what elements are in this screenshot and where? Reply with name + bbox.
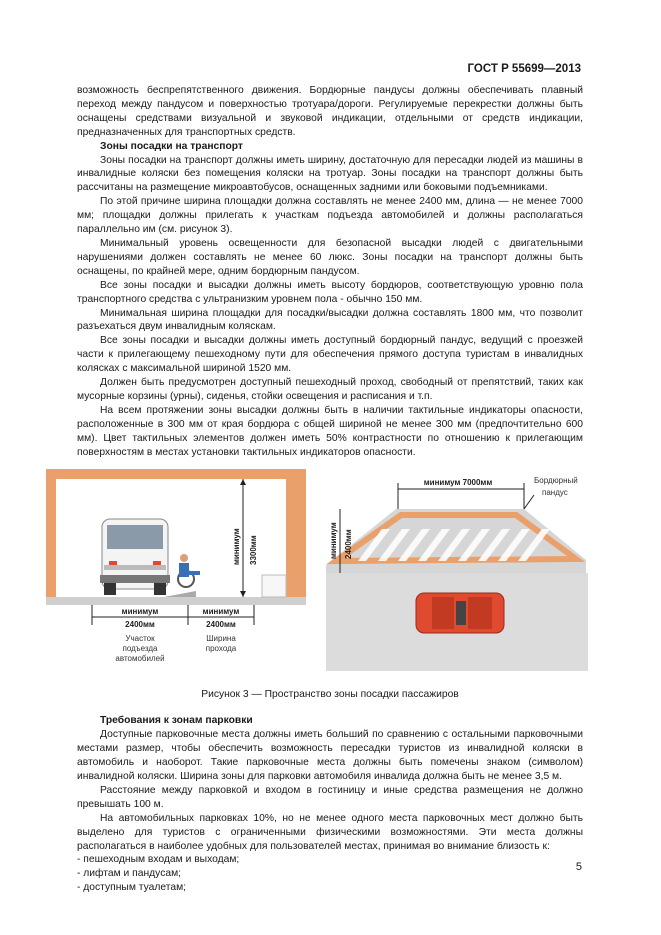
- canopy-left-post: [46, 479, 56, 604]
- zone1-line1: Участок: [125, 634, 155, 644]
- wheelchair-user-icon: [178, 554, 200, 587]
- dim2-value: 2400мм: [206, 620, 236, 630]
- dim2-label: минимум: [202, 607, 240, 617]
- section-title: Требования к зонам парковки: [100, 715, 253, 727]
- paragraph: По этой причине ширина площадки должна составлять не менее 2400 мм, длина — не менее 7000 мм; площадки должны прилегать к участкам подъезда автомобилей и должны располагаться параллельно им (см. рисунок 3).: [77, 196, 583, 236]
- zone1-line2: подъезда: [122, 644, 158, 654]
- document-header: ГОСТ Р 55699—2013: [467, 63, 581, 75]
- page-content: [77, 84, 583, 895]
- figure-caption: Рисунок 3 — Пространство зоны посадки пассажиров: [201, 689, 459, 701]
- ramp-label-line1: Бордюрный: [534, 476, 578, 486]
- figure-3: [77, 465, 583, 688]
- paragraph: На всем протяжении зоны высадки должны быть в наличии тактильные индикаторы опасности, расположенные в 300 мм от края бордюра с общей шириной не менее 300 мм (предпочтительно 600 мм). Цвет тактильных элементов должен иметь 50% контрастности по отношению к прилегающим поверхностям в местах установки тактильных индикаторов опасности.: [77, 404, 583, 458]
- list-item: - лифтам и пандусам;: [77, 868, 182, 880]
- paragraph: Зоны посадки на транспорт должны иметь ширину, достаточную для пересадки людей из машины в инвалидные коляски без помещения коляски на тротуар. Зоны посадки на транспорт должны быть рассчитаны на размещение микроавтобусов, оснащенных задними или боковыми подъемниками.: [77, 154, 583, 194]
- section-title: Зоны посадки на транспорт: [100, 140, 243, 152]
- paragraph: Доступные парковочные места должны иметь больший по сравнению с остальными парковочными местами размер, чтобы обеспечить возможность пересадки туристов из инвалидной коляски в автомобиль и наоборот. Такие парковочные места должны быть помечены знаком (символом) инвалидной коляски. Ширина зоны для парковки автомобиля инвалида должна быть не менее 3,5 м.: [77, 729, 583, 782]
- paragraph: возможность беспрепятственного движения. Бордюрные пандусы должны обеспечивать плавный переход между пандусом и поверхностью тротуара/дороги. Регулируемые перекрестки должны быть оснащены средствами визуальной и звуковой индикации, отдельными от средств индикации, предназначенных для транспортных средств.: [77, 85, 583, 138]
- dim1-value: 2400мм: [125, 620, 155, 630]
- list-item: - доступным туалетам;: [77, 882, 187, 894]
- height-value: 3300мм: [249, 535, 258, 566]
- ground-strip: [46, 597, 306, 605]
- page-number: 5: [575, 861, 582, 873]
- zone2-line2: прохода: [205, 644, 237, 654]
- zone1-line3: автомобилей: [115, 654, 165, 664]
- canopy-roof: [46, 469, 306, 479]
- car-icon: [416, 593, 504, 633]
- paragraph: Должен быть предусмотрен доступный пешеходный проход, свободный от препятствий, таких как мусорные корзины (урны), сиденья, стойки освещения и расписания и т.п.: [77, 377, 583, 402]
- paragraph: Расстояние между парковкой и входом в гостиницу и иные средства размещения не должно превышать 100 м.: [77, 784, 583, 810]
- ramp-label-line2: пандус: [542, 488, 568, 498]
- ramp: [164, 591, 196, 597]
- van-icon: [100, 519, 170, 595]
- width-value: 2400мм: [344, 529, 353, 560]
- paragraph: Минимальная ширина площадки для посадки/высадки должна составлять 1800 мм, что позволит разъехаться двум инвалидным коляскам.: [77, 307, 583, 333]
- paragraph: На автомобильных парковках 10%, но не менее одного места парковочных мест должно быть выделено для туристов с ограниченными физическими возможностями. Эти места должны располагаться в наиболее удобных для пользователей местах, принимая во внимание близость к:: [77, 812, 583, 852]
- paragraph: Все зоны посадки и высадки должны иметь высоту бордюров, соответствующую уровню пола транспортного средства с ультранизким уровнем пола - обычно 150 мм.: [77, 279, 583, 305]
- paragraph: Минимальный уровень освещенности для безопасной высадки людей с двигательными нарушениями должен составлять не менее 60 люкс. Зоны посадки на транспорт должны быть оснащены, по крайней мере, одним бордюрным пандусом.: [77, 237, 583, 277]
- paragraph: Все зоны посадки и высадки должны иметь доступный бордюрный пандус, ведущий с проезжей части к прилегающему пешеходному пути для обеспечения прямого доступа туристам в инвалидных колясках с максимальной шириной 1520 мм.: [77, 335, 583, 375]
- zone2-line1: Ширина: [206, 634, 236, 644]
- curb-block: [262, 575, 286, 597]
- width-label: минимум: [329, 522, 338, 560]
- list-item: - пешеходным входам и выходам;: [77, 854, 240, 866]
- dim1-label: минимум: [121, 607, 159, 617]
- height-label: минимум: [232, 528, 241, 566]
- figure-illustration: [46, 465, 591, 688]
- canopy-right-wall: [286, 479, 306, 604]
- length-label: минимум 7000мм: [423, 478, 493, 488]
